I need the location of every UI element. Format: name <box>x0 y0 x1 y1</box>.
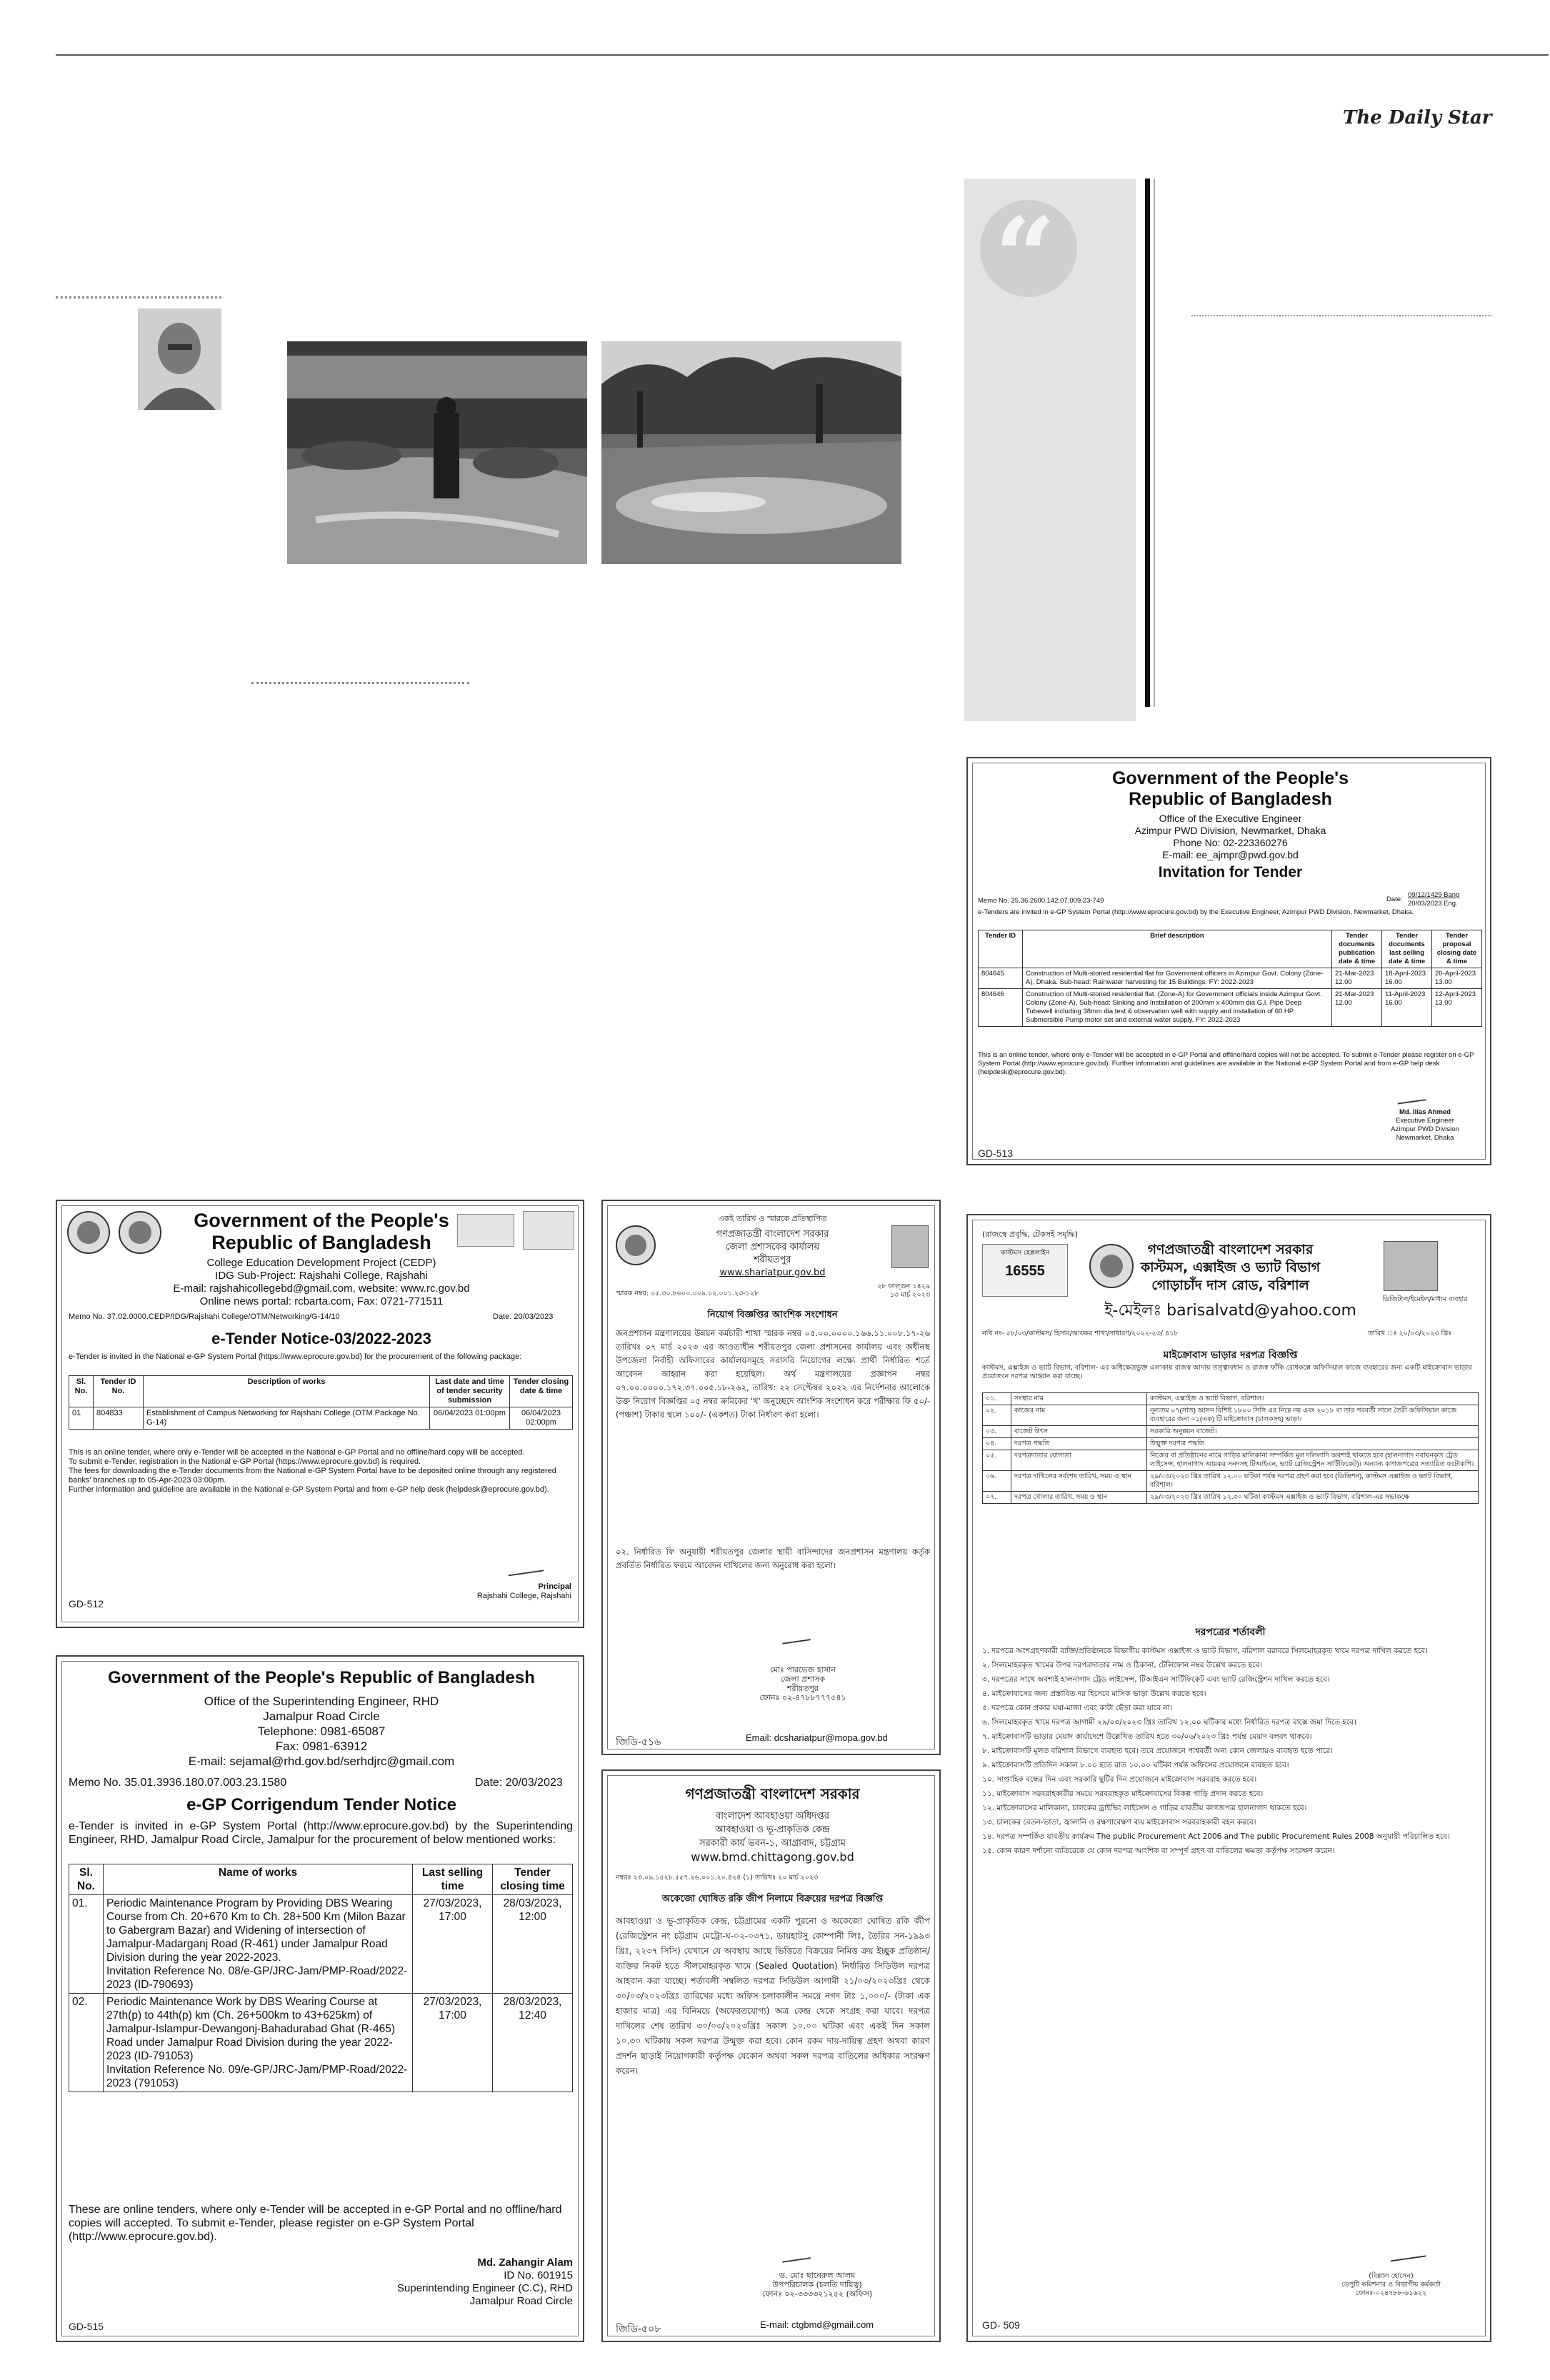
column-separator-right <box>1191 315 1491 316</box>
notice-ad-shariatpur: একই তারিখ ও স্মারকে প্রতিস্থাপিত গণপ্রজাতন্ত্রী বাংলাদেশ সরকার জেলা প্রশাসকের কার্যালয় শরীয়তপুর www.shariatpur.gov.bd স্মারক নম্বর: ০৫.৩০.৮৬০০.০০৯.০২.০০১.২৩-১২৮ ২৮ ফাল্গুন ১৪২৯ ১৩ মার্চ ২০২৩ নিয়োগ বিজ্ঞপ্তির আংশিক সংশোধন জনপ্রশাসন মন্ত্রণালয়ের উন্নয়ন কর্মচারী শাখা স্মারক নম্বর ০৫.০০.০০০০.১৬৬.১১.০০৮.১৭-২৬ তারিখঃ ০৭ মার্চ ২০২৩ এর আওতাধীন শরীয়তপুর জেলা প্রশাসনের কার্যালয় এবং অধীনস্থ উপজেলা নির্বাহী অফিসারের কার্যালয়সমূহে সরাসরি নিয়োগের লক্ষ্যে প্রার্থী নির্ধারিত শর্তে আবেদন আহ্বান করা হয়েছিল। অর্থ মন্ত্রণালয়ের প্রজ্ঞাপন নম্বর ০৭.০০.০০০০.১৭২.৩৭.০০৫.১৮-২৬২, তারিখ: ২২ সেপ্টেম্বর ২০২২ এর নির্দেশনার আলোকে উক্ত নিয়োগ বিজ্ঞপ্তির ০৫ নম্বর ক্রমিকের 'খ' অনুচ্ছেদে আংশিক সংশোধন করে পরীক্ষার ফি ৫০/- (পঞ্চাশ) টাকার স্থলে ১০০/- (একশত) টাকা নির্ধারণ করা হলো। ০২. নির্ধারিত ফি অনুযায়ী শরীয়তপুর জেলার স্থায়ী বাসিন্দাদের জনপ্রশাসন মন্ত্রণালয় কর্তৃক প্রবর্তিত নির্ধারিত ফরমে আবেদন দাখিলের জন্য অনুরোধ করা হলো। মোঃ পারভেজ হাসান জেলা প্রশাসক শরীয়তপুর ফোনঃ ০২-৪৭৮৮৭৭৭৫৪১ জিডি-৫১৬ Email: dcshariatpur@mopa.gov.bd <box>601 1200 941 1755</box>
table-row: 01. Periodic Maintenance Program by Providing DBS Wearing Course from Ch. 20+670 Km to Ch. 28+500 Km (Milon Bazar to Gabergram Bazar) and Widening of intersection of Jamalpur-Madarganj Road (R-461) under Jamalpur Road Division during the year 2022-2023. Invitation Reference No. 08/e-GP/JRC-Jam/PMP-Road/2022-2023 (ID-790693) 27/03/2023, 17:00 28/03/2023, 12:00 <box>69 1895 573 1994</box>
ad-heading: অকেজো ঘোষিত রকি জীপ নিলামে বিক্রয়ের দরপত্র বিজ্ঞপ্তি <box>661 1894 884 1904</box>
quote-mark-icon: “ <box>980 200 1077 297</box>
table-row: 02. Periodic Maintenance Work by DBS Wearing Course at 27th(p) to 44th(p) km (Ch. 26+500km to 43+625km) of Jamalpur-Islampur-Dewangonj-Bahadurabad Ghat (R-465) Road under Jamalpur Road Division during the year 2022-2023 (ID-791053) Invitation Reference No. 09/e-GP/JRC-Jam/PMP-Road/2022-2023 (791053) 27/03/2023, 17:00 28/03/2023, 12:40 <box>69 1994 573 2092</box>
table-row: ০৪. দরপত্র পদ্ধতি উন্মুক্ত দরপত্র পদ্ধতি <box>983 1438 1479 1450</box>
tender-ad-pwd: Government of the People's Republic of Bangladesh Office of the Executive Engineer Azimpur PWD Division, Newmarket, Dhaka Phone No: 02-223360276 E-mail: ee_ajmpr@pwd.gov.bd Invitation for Tender Memo No. 25.36.2600.142.07.009.23-749 09/12/1429 Bang 20/03/2023 Eng. Date: e-Tenders are invited in e-GP System Portal (http://www.eprocure.gov.bd) by the Executive Engineer, Azimpur PWD Division, Newmarket, Dhaka. Tender ID Brief description Tender documents publication date & time Tender documents last selling date & time Tender proposal closing date & time 804645 Construction of Multi-storied residential flat for Government officers in Azimpur Govt. Colony (Zone-A), Dhaka. Sub-head: Rainwater harvesting for 15 Buildings. FY: 2022-2023 21-Mar-2023 12.00 18-April-2023 16.00 20-April-2023 13.00 804646 Construction of Multi-storied residential flat. (Zone-A) for Government officials inside Azimpur Govt. Colony (Zone-A), Sub-head: Sinking and Installation of 200mm x 400mm dia G.I. Pipe Deep Tubewell including 38mm dia test & observation well with supply and installation of 60 HP Submersible Pump motor set and external water supply. FY: 2022-2023 21-Mar-2023 12.00 11-April-2023 16.00 12-April-2023 13.00 This is an online tender, where only e-Tender will be accepted in e-GP Portal and offline/hard copies will not be accepted. To submit e-Tender please register on e-GP System Portal (http://www.eprocure.gov.bd). Further information and guidelines are available in the National e-GP System Portal and from e-GP help desk (helpdesk@eprocure.gov.bd). Md. Ilias Ahmed Executive Engineer Azimpur PWD Division Newmarket, Dhaka GD-513 <box>966 757 1491 1165</box>
ad-title: Government of the People's Republic of Bangladesh <box>1111 768 1349 809</box>
tender-ad-rhd: Government of the People's Republic of Bangladesh Office of the Superintending Engineer, RHD Jamalpur Road Circle Telephone: 0981-65087 Fax: 0981-63912 E-mail: sejamal@rhd.gov.bd/serhdjrc@gmail.com Memo No. 35.01.3936.180.07.003.23.1580 Date: 20/03/2023 e-GP Corrigendum Tender Notice e-Tender is invited in e-GP System Portal (http://www.eprocure.gov.bd) by the Superintending Engineer, RHD, Jamalpur Road Circle, Jamalpur for the procurement of below mentioned works: Sl. No. Name of works Last selling time Tender closing time 01. Periodic Maintenance Program by Providing DBS Wearing Course from Ch. 20+670 Km to Ch. 28+500 Km (Milon Bazar to Gabergram Bazar) and Widening of intersection of Jamalpur-Madarganj Road (R-461) under Jamalpur Road Division during the year 2022-2023. Invitation Reference No. 08/e-GP/JRC-Jam/PMP-Road/2022-2023 (ID-790693) 27/03/2023, 17:00 28/03/2023, 12:00 02. Periodic Maintenance Work by DBS Wearing Course at 27th(p) to 44th(p) km (Ch. 26+500km to 43+625km) of Jamalpur-Islampur-Dewangonj-Bahadurabad Ghat (R-465) Road under Jamalpur Road Division during the year 2022-2023 (ID-791053) Invitation Reference No. 09/e-GP/JRC-Jam/PMP-Road/2022-2023 (791053) 27/03/2023, 17:00 28/03/2023, 12:40 These are online tenders, where only e-Tender will be accepted in e-GP Portal and no offline/hard copies will accepted. To submit e-Tender, please register on e-GP System Portal (http://www.eprocure.gov.bd). Md. Zahangir Alam ID No. 601915 Superintending Engineer (C.C), RHD Jamalpur Road Circle GD-515 <box>56 1655 584 2342</box>
table-row: 804646 Construction of Multi-storied residential flat. (Zone-A) for Government officials inside Azimpur Govt. Colony (Zone-A), Sub-head: Sinking and Installation of 200mm x 400mm dia G.I. Pipe Deep Tubewell including 38mm dia test & observation well with supply and installation of 60 HP Submersible Pump motor set and external water supply. FY: 2022-2023 21-Mar-2023 12.00 11-April-2023 16.00 12-April-2023 13.00 <box>979 989 1482 1027</box>
table-row: ০৭. দরপত্র খোলার তারিখ, সময় ও স্থান ২৯/০৩/২০২৩ খ্রিঃ তারিখ ১২.৩০ ঘটিকা কাস্টমস এক্সাইজ ও ভ্যাট বিভাগ, বরিশাল-এর সভাকক্ষে <box>983 1492 1479 1504</box>
ad-heading: e-Tender Notice-03/2022-2023 <box>211 1330 431 1347</box>
conditions-heading: দরপত্রের শর্তাবলী <box>1195 1627 1266 1638</box>
table-row: ০১. সংস্থার নাম কাস্টমস, এক্সাইজ ও ভ্যাট বিভাগ, বরিশাল। <box>983 1393 1479 1405</box>
tender-table: Sl. No. Tender ID No. Description of works Last date and time of tender security submission Tender closing date & time 01 804833 Establishment of Campus Networking for Rajshahi College (OTM Package No. G-14) 06/04/2023 01:00pm 06/04/2023 02:00pm <box>69 1375 573 1430</box>
conditions-list: ১. দরপত্রে অংশগ্রহণকারী ব্যক্তি/প্রতিষ্ঠানকে বিভাগীয় কাস্টমস এক্সাইজ ও ভ্যাট বিভাগ, বরিশাল বরাবরে সিলমোহরকৃত খামে দরপত্র দাখিল করতে হবে। ২. সিলমোহরকৃত খামের উপর দরপত্রদাতার নাম ও ঠিকানা, টেলিফোন নম্বর উল্লেখ করতে হবে। ৩. দরপত্রের সাথে অবশ্যই হালনাগাদ ট্রেড লাইসেন্স, টিআইএন সার্টিফিকেট এবং ভ্যাট রেজিস্ট্রেশন দাখিল করতে হবে। ৪. মাইক্রোবাসের জন্য প্রস্তাবিত দর হিসেবে মাসিক ভাড়া উল্লেখ করতে হবে। ৫. দরপত্রে কোন প্রকার ঘষা-মাজা এবং কাটা ছেঁড়া করা যাবে না। ৬. সিলমোহরকৃত খামে দরপত্র আগামী ২৯/০৩/২০২৩ খ্রিঃ তারিখ ১২.০০ ঘটিকার মধ্যে নির্ধারিত দরপত্র বাক্সে জমা দিতে হবে। ৭. মাইক্রোবাসটি ভাড়ার মেয়াদ কার্যাদেশে উল্লেখিত তারিখ হতে ৩০/০৬/২০২৩ খ্রিঃ পর্যন্ত মেয়াদ বলবৎ থাকবে। ৮. মাইক্রোবাসটি মূলত বরিশাল বিভাগে ব্যবহৃত হবে। তবে প্রয়োজনে পাশ্ববর্তী অন্য কোন জেলায়ও ব্যবহৃত হতে পারে। ৯. মাইক্রোবাসটি প্রতিদিন সকাল ৮.০০ হতে রাত ১০.০০ ঘটিকা পর্যন্ত অফিসের প্রয়োজনে ব্যবহৃত হবে। ১০. সাপ্তাহিক বন্ধের দিন এবং সরকারি ছুটির দিন প্রয়োজনে মাইক্রোবাস সরবরাহ করতে হবে। ১১. মাইক্রোবাস সরবরাহকারীর সময়ে সরবরাহকৃত মাইক্রোবাসের বিকল্প গাড়ি প্রদান করতে হবে। ১২. মাইক্রোবাসের মালিকানা, চালকের ড্রাইভিং লাইসেন্স ও গাড়ির যাবতীয় কাগজপত্র হালনাগাদ থাকতে হবে। ১৩. চালকের বেতন-ভাতা, জ্বালানি ও রক্ষণাবেক্ষণ ব্যয় মাইক্রোবাস সরবরাহকারী বহন করবে। ১৪. দরপত্র সম্পর্কিত যাবতীয় কার্যক্রম The public Procurement Act 2006 and The public Procurement Rules 2008 অনুযায়ী পরিচালিত হবে। ১৫. কোন কারণ দর্শানো ব্যতিরেকে যে কোন দরপত্র আংশিক বা সম্পূর্ণ গ্রহণ বা বাতিলের ক্ষমতা কর্তৃপক্ষ সংরক্ষণ করেন। <box>982 1647 1450 1855</box>
column-separator-bottom <box>251 682 469 684</box>
tender-table <box>982 1392 1479 1504</box>
column-divider-bar <box>1145 179 1150 707</box>
tender-ad-cedp: Government of the People's Republic of Bangladesh College Education Development Project (CEDP) IDG Sub-Project: Rajshahi College, Rajshahi E-mail: rajshahicollegebd@gmail.com, website: www.rc.gov.bd Online news portal: rcbarta.com, Fax: 0721-771511 Memo No. 37.02.0000.CEDP/IDG/Rajshahi College/OTM/Networking/G-14/10 Date: 20/03/2023 e-Tender Notice-03/2022-2023 e-Tender is invited in the National e-GP System Portal (https://www.eprocure.gov.bd) for the procurement of the following package: Sl. No. Tender ID No. Description of works Last date and time of tender security submission Tender closing date & time 01 804833 Establishment of Campus Networking for Rajshahi College (OTM Package No. G-14) 06/04/2023 01:00pm 06/04/2023 02:00pm This is an online tender, where only e-Tender will be accepted in the National e-GP Portal and no offline/hard copy will be accepted. To submit e-Tender, registration in the National e-GP Portal (https://www.eprocure.gov.bd) is required. The fees for downloading the e-Tender documents from the National e-GP System Portal have to be deposited online through any registered banks' branches up to 05-Apr-2023 03:00pm. Further information and guideline are available in the National e-GP System Portal and from e-GP help desk (helpdesk@eprocure.gov.bd). Principal Rajshahi College, Rajshahi GD-512 <box>56 1200 584 1628</box>
market-photo-right <box>601 341 901 564</box>
table-row: ০৫. দরপত্রদাতার যোগ্যতা নিজের বা প্রতিষ্ঠানের নামে গাড়ির মালিকানা সম্পর্কিত মূল দলিলাদি অবশ্যই থাকতে হবে (হালনাগাদ নবায়নকৃত ট্রেড লাইসেন্স, হালনাগাদ আয়কর সনদসহ টিআইএন, ভ্যাট রেজিস্ট্রেশন সার্টিফিকেট)। অন্যান্য কাগজপত্রের সত্যায়িত ফটোকপি। <box>983 1450 1479 1471</box>
ad-title: Government of the People's Republic of Bangladesh <box>194 1210 449 1253</box>
ad-heading: মাইক্রোবাস ভাড়ার দরপত্র বিজ্ঞপ্তি <box>1163 1350 1298 1361</box>
auction-ad-met: গণপ্রজাতন্ত্রী বাংলাদেশ সরকার বাংলাদেশ আবহাওয়া অধিদপ্তর আবহাওয়া ও ভূ-প্রাকৃতিক কেন্দ্র সরকারী কার্য ভবন-১, আগ্রাবাদ, চট্টগ্রাম www.bmd.chittagong.gov.bd নম্বরঃ ২৩.০৯.১৫২৮.৫৫৭.২৬.০০১.২০.৪২৪ (১) তারিখঃ ২০ মার্চ ২০২৩ অকেজো ঘোষিত রকি জীপ নিলামে বিক্রয়ের দরপত্র বিজ্ঞপ্তি আবহাওয়া ও ভূ-প্রাকৃতিক কেন্দ্র, চট্টগ্রামের একটি পুরনো ও অকেজো ঘোষিত রকি জীপ (রেজিস্ট্রেশন নং চট্টগ্রাম মেট্রো-ঘ-০২-০৩৭১, ডায়হাটসু কোম্পানী লিঃ, তৈরির সন-১৯৯৩ খ্রিঃ, ২২৩৭ সিসি) যেখানে যে অবস্থায় আছে ভিত্তিতে বিক্রয়ের নিমিত্ত ক্রয় ইচ্ছুক প্রতিষ্ঠান/ব্যক্তির নিকট হতে সীলমোহরকৃত খামে (Sealed Quotation) নির্ধারিত সিডিউল দরপত্র আহবান করা যাচ্ছে। শর্তাবলী সম্বলিত দরপত্র সিডিউল আগামী ২১/০৩/২০২৩খ্রিঃ থেকে ৩০/০৩/২০২৩খ্রিঃ তারিখের মধ্যে অফিস চলাকালীন সময়ে নগদ টাঃ ১,০০০/- (টাকা এক হাজার মাত্র) এর বিনিময়ে (অফেরতযোগ্য) অত্র কেন্দ্র থেকে সংগ্রহ করা যাবে। দরপত্র দাখিলের শেষ তারিখ ৩০/০৩/২০২৩খ্রিঃ সকাল ১০.০০ ঘটিকা এবং একই দিন সকাল ১০.৩০ ঘটিকায় সকল দরপত্র উন্মুক্ত করা হবে। কোন রকম দায়-দায়িত্ব গ্রহণ অথবা কারণ প্রদর্শন ছাড়াই নিয়োগকারী কর্তৃপক্ষ যেকোন অথবা সকল দরপত্র বাতিলের অধিকার সংরক্ষণ করেন। ড. মোঃ ছানেরুল আলম উপপরিচালক (চলতি দায়িত্ব) ফোনঃ ০২-৩৩৩৩২১২৫২ (অফিস) জিডি-৫০৮ E-mail: ctgbmd@gmail.com <box>601 1769 941 2342</box>
ad-title: Government of the People's Republic of Bangladesh <box>108 1668 535 1687</box>
table-row: ০২. কাজের নাম নূন্যতম ০৭(সাত) আসন বিশিষ্ট ১৮০০ সিসি এর নিম্নে নয় এবং ২০১৮ বা তার পরবর্তী সালে তৈরী অফিসিয়াল কাজে ব্যবহারের জন্য ০১(এক) টি মাইক্রোবাস (চালকসহ) ভাড়া। <box>983 1405 1479 1426</box>
ad-code: GD-513 <box>978 1148 1014 1159</box>
tender-table: Sl. No. Name of works Last selling time Tender closing time 01. Periodic Maintenance Program by Providing DBS Wearing Course from Ch. 20+670 Km to Ch. 28+500 Km (Milon Bazar to Gabergram Bazar) and Widening of intersection of Jamalpur-Madarganj Road (R-461) under Jamalpur Road Division during the year 2022-2023. Invitation Reference No. 08/e-GP/JRC-Jam/PMP-Road/2022-2023 (ID-790693) 27/03/2023, 17:00 28/03/2023, 12:00 02. Periodic Maintenance Work by DBS Wearing Course at 27th(p) to 44th(p) km (Ch. 26+500km to 43+625km) of Jamalpur-Islampur-Dewangonj-Bahadurabad Ghat (R-465) Road under Jamalpur Road Division during the year 2022-2023 (ID-791053) Invitation Reference No. 09/e-GP/JRC-Jam/PMP-Road/2022-2023 (791053) 27/03/2023, 17:00 28/03/2023, 12:40 <box>69 1864 573 2092</box>
masthead-logo: The Daily Star <box>1343 107 1492 129</box>
ad-title: গণপ্রজাতন্ত্রী বাংলাদেশ সরকার <box>685 1785 860 1802</box>
ad-code: GD-515 <box>69 2321 104 2332</box>
column-separator-top <box>56 296 221 298</box>
table-row: 804645 Construction of Multi-storied residential flat for Government officers in Azimpur Govt. Colony (Zone-A), Dhaka. Sub-head: Rainwater harvesting for 15 Buildings. FY: 2022-2023 21-Mar-2023 12.00 18-April-2023 16.00 20-April-2023 13.00 <box>979 968 1482 989</box>
ad-code: GD- 509 <box>982 2319 1020 2331</box>
ad-code: GD-512 <box>69 1598 104 1610</box>
column-divider-thin <box>1154 179 1155 707</box>
hotline-badge: কাস্টমস হেল্পলাইন 16555 <box>982 1244 1068 1297</box>
top-rule <box>56 54 1549 56</box>
table-row: 01 804833 Establishment of Campus Networking for Rajshahi College (OTM Package No. G-14) 06/04/2023 01:00pm 06/04/2023 02:00pm <box>69 1407 573 1430</box>
tender-ad-customs: (রাজস্বে প্রবৃদ্ধি, টেকসই সমৃদ্ধি) কাস্টমস হেল্পলাইন 16555 গণপ্রজাতন্ত্রী বাংলাদেশ সরকার কাস্টমস, এক্সাইজ ও ভ্যাট বিভাগ গোড়াচাঁদ দাস রোড, বরিশাল ই-মেইলঃ barisalvatd@yahoo.com ডিজিটাল/ইমেইল/মাধ্যম ব্যবহার নথি নং- ৫৮/০৩/কাস্টমস/ হিসাব/আয়কর শাখা/সাধারণ/২০২২-২৩/ ৪১৮ তারিখ ঃ ২০/০৩/২০২৩ খ্রিঃ মাইক্রোবাস ভাড়ার দরপত্র বিজ্ঞপ্তি কাস্টমস, এক্সাইজ ও ভ্যাট বিভাগ, বরিশাল- এর অধিক্ষেত্রভুক্ত এলাকায় রাজস্ব আদায় তত্ত্বাবধান ও রাজস্ব ফাঁকি রোধকল্পে অফিসিয়াল কাজে ব্যবহারের জন্য একটি মাইক্রোবাস ভাড়ার প্রয়োজনে দরপত্র আহ্বান করা যাচ্ছে। ০১. সংস্থার নাম কাস্টমস, এক্সাইজ ও ভ্যাট বিভাগ, বরিশাল। ০২. কাজের নাম নূন্যতম ০৭(সাত) আসন বিশিষ্ট ১৮০০ সিসি এর নিম্নে নয় এবং ২০১৮ বা তার পরবর্তী সালে তৈরী অফিসিয়াল কাজে ব্যবহারের জন্য ০১(এক) টি মাইক্রোবাস (চালকসহ) ভাড়া। ০৩. বাজেট উৎস সরকারি অনুন্নয়ন বাজেট। ০৪. দরপত্র পদ্ধতি উন্মুক্ত দরপত্র পদ্ধতি ০৫. দরপত্রদাতার যোগ্যতা নিজের বা প্রতিষ্ঠানের নামে গাড়ির মালিকানা সম্পর্কিত মূল দলিলাদি অবশ্যই থাকতে হবে (হালনাগাদ নবায়নকৃত ট্রেড লাইসেন্স, হালনাগাদ আয়কর সনদসহ টিআইএন, ভ্যাট রেজিস্ট্রেশন সার্টিফিকেট)। অন্যান্য কাগজপত্রের সত্যায়িত ফটোকপি। ০৬. দরপত্র দাখিলের সর্বশেষ তারিখ, সময় ও স্থান ২৯/০৩/২০২৩ খ্রিঃ তারিখ ১২.০০ ঘটিকা পর্যন্ত দরপত্র গ্রহণ করা হবে (ডিভিশন), কাস্টমস এক্সাইজ ও ভ্যাট বিভাগ, বরিশাল। ০৭. দরপত্র খোলার তারিখ, সময় ও স্থান ২৯/০৩/২০২৩ খ্রিঃ তারিখ ১২.৩০ ঘটিকা কাস্টমস এক্সাইজ ও ভ্যাট বিভাগ, বরিশাল-এর সভাকক্ষে দরপত্রের শর্তাবলী ১. দরপত্রে অংশগ্রহণকারী ব্যক্তি/প্রতিষ্ঠানকে বিভাগীয় কাস্টমস এক্সাইজ ও ভ্যাট বিভাগ, বরিশাল বরাবরে সিলমোহরকৃত খামে দরপত্র দাখিল করতে হবে। ২. সিলমোহরকৃত খামের উপর দরপত্রদাতার নাম ও ঠিকানা, টেলিফোন নম্বর উল্লেখ করতে হবে। ৩. দরপত্রের সাথে অবশ্যই হালনাগাদ ট্রেড লাইসেন্স, টিআইএন সার্টিফিকেট এবং ভ্যাট রেজিস্ট্রেশন দাখিল করতে হবে। ৪. মাইক্রোবাসের জন্য প্রস্তাবিত দর হিসেবে মাসিক ভাড়া উল্লেখ করতে হবে। ৫. দরপত্রে কোন প্রকার ঘষা-মাজা এবং কাটা ছেঁড়া করা যাবে না। ৬. সিলমোহরকৃত খামে দরপত্র আগামী ২৯/০৩/২০২৩ খ্রিঃ তারিখ ১২.০০ ঘটিকার মধ্যে নির্ধারিত দরপত্র বাক্সে জমা দিতে হবে। ৭. মাইক্রোবাসটি ভাড়ার মেয়াদ কার্যাদেশে উল্লেখিত তারিখ হতে ৩০/০৬/২০২৩ খ্রিঃ পর্যন্ত মেয়াদ বলবৎ থাকবে। ৮. মাইক্রোবাসটি মূলত বরিশাল বিভাগে ব্যবহৃত হবে। তবে প্রয়োজনে পাশ্ববর্তী অন্য কোন জেলায়ও ব্যবহৃত হতে পারে। ৯. মাইক্রোবাসটি প্রতিদিন সকাল ৮.০০ হতে রাত ১০.০০ ঘটিকা পর্যন্ত অফিসের প্রয়োজনে ব্যবহৃত হবে। ১০. সাপ্তাহিক বন্ধের দিন এবং সরকারি ছুটির দিন প্রয়োজনে মাইক্রোবাস সরবরাহ করতে হবে। ১১. মাইক্রোবাস সরবরাহকারীর সময়ে সরবরাহকৃত মাইক্রোবাসের বিকল্প গাড়ি প্রদান করতে হবে। ১২. মাইক্রোবাসের মালিকানা, চালকের ড্রাইভিং লাইসেন্স ও গাড়ির যাবতীয় কাগজপত্র হালনাগাদ থাকতে হবে। ১৩. চালকের বেতন-ভাতা, জ্বালানি ও রক্ষণাবেক্ষণ ব্যয় মাইক্রোবাস সরবরাহকারী বহন করবে। ১৪. দরপত্র সম্পর্কিত যাবতীয় কার্যক্রম The public Procurement Act 2006 and The public Procurement Rules 2008 অনুযায়ী পরিচালিত হবে। ১৫. কোন কারণ দর্শানো ব্যতিরেকে যে কোন দরপত্র আংশিক বা সম্পূর্ণ গ্রহণ বা বাতিলের ক্ষমতা কর্তৃপক্ষ সংরক্ষণ করেন। (বিল্লাল হোসেন) ডেপুটি কমিশনার ও বিভাগীয় কর্মকর্তা ফোনঃ-০২৪৭৮৮-৬১৬২২ GD- 509 <box>966 1214 1491 2342</box>
ad-code: জিডি-৫০৮ <box>616 2324 661 2335</box>
market-photo-left <box>287 341 587 564</box>
table-row: ০৩. বাজেট উৎস সরকারি অনুন্নয়ন বাজেট। <box>983 1426 1479 1438</box>
ad-code: জিডি-৫১৬ <box>616 1737 661 1748</box>
author-portrait <box>138 308 221 410</box>
tender-table: Tender ID Brief description Tender documents publication date & time Tender documents last selling date & time Tender proposal closing date & time 804645 Construction of Multi-storied residential flat for Government officers in Azimpur Govt. Colony (Zone-A), Dhaka. Sub-head: Rainwater harvesting for 15 Buildings. FY: 2022-2023 21-Mar-2023 12.00 18-April-2023 16.00 20-April-2023 13.00 804646 Construction of Multi-storied residential flat. (Zone-A) for Government officials inside Azimpur Govt. Colony (Zone-A), Sub-head: Sinking and Installation of 200mm x 400mm dia G.I. Pipe Deep Tubewell including 38mm dia test & observation well with supply and installation of 60 HP Submersible Pump motor set and external water supply. FY: 2022-2023 21-Mar-2023 12.00 11-April-2023 16.00 12-April-2023 13.00 <box>978 930 1482 1027</box>
notes: This is an online tender, where only e-Tender will be accepted in the National e-GP Portal and no offline/hard copy will be accepted. To submit e-Tender, registration in the National e-GP Portal (https://www.eprocure.gov.bd) is required. The fees for downloading the e-Tender documents from the National e-GP System Portal have to be deposited online through any registered banks' branches up to 05-Apr-2023 03:00pm. Further information and guideline are available in the National e-GP System Portal and from e-GP help desk (helpdesk@eprocure.gov.bd). <box>69 1448 556 1494</box>
pull-quote-box <box>964 179 1136 721</box>
ad-heading: নিয়োগ বিজ্ঞপ্তির আংশিক সংশোধন <box>707 1310 838 1320</box>
ad-heading: e-GP Corrigendum Tender Notice <box>186 1795 456 1814</box>
ad-heading: Invitation for Tender <box>1158 864 1303 880</box>
table-row: ০৬. দরপত্র দাখিলের সর্বশেষ তারিখ, সময় ও স্থান ২৯/০৩/২০২৩ খ্রিঃ তারিখ ১২.০০ ঘটিকা পর্যন্ত দরপত্র গ্রহণ করা হবে (ডিভিশন), কাস্টমস এক্সাইজ ও ভ্যাট বিভাগ, বরিশাল। <box>983 1471 1479 1492</box>
